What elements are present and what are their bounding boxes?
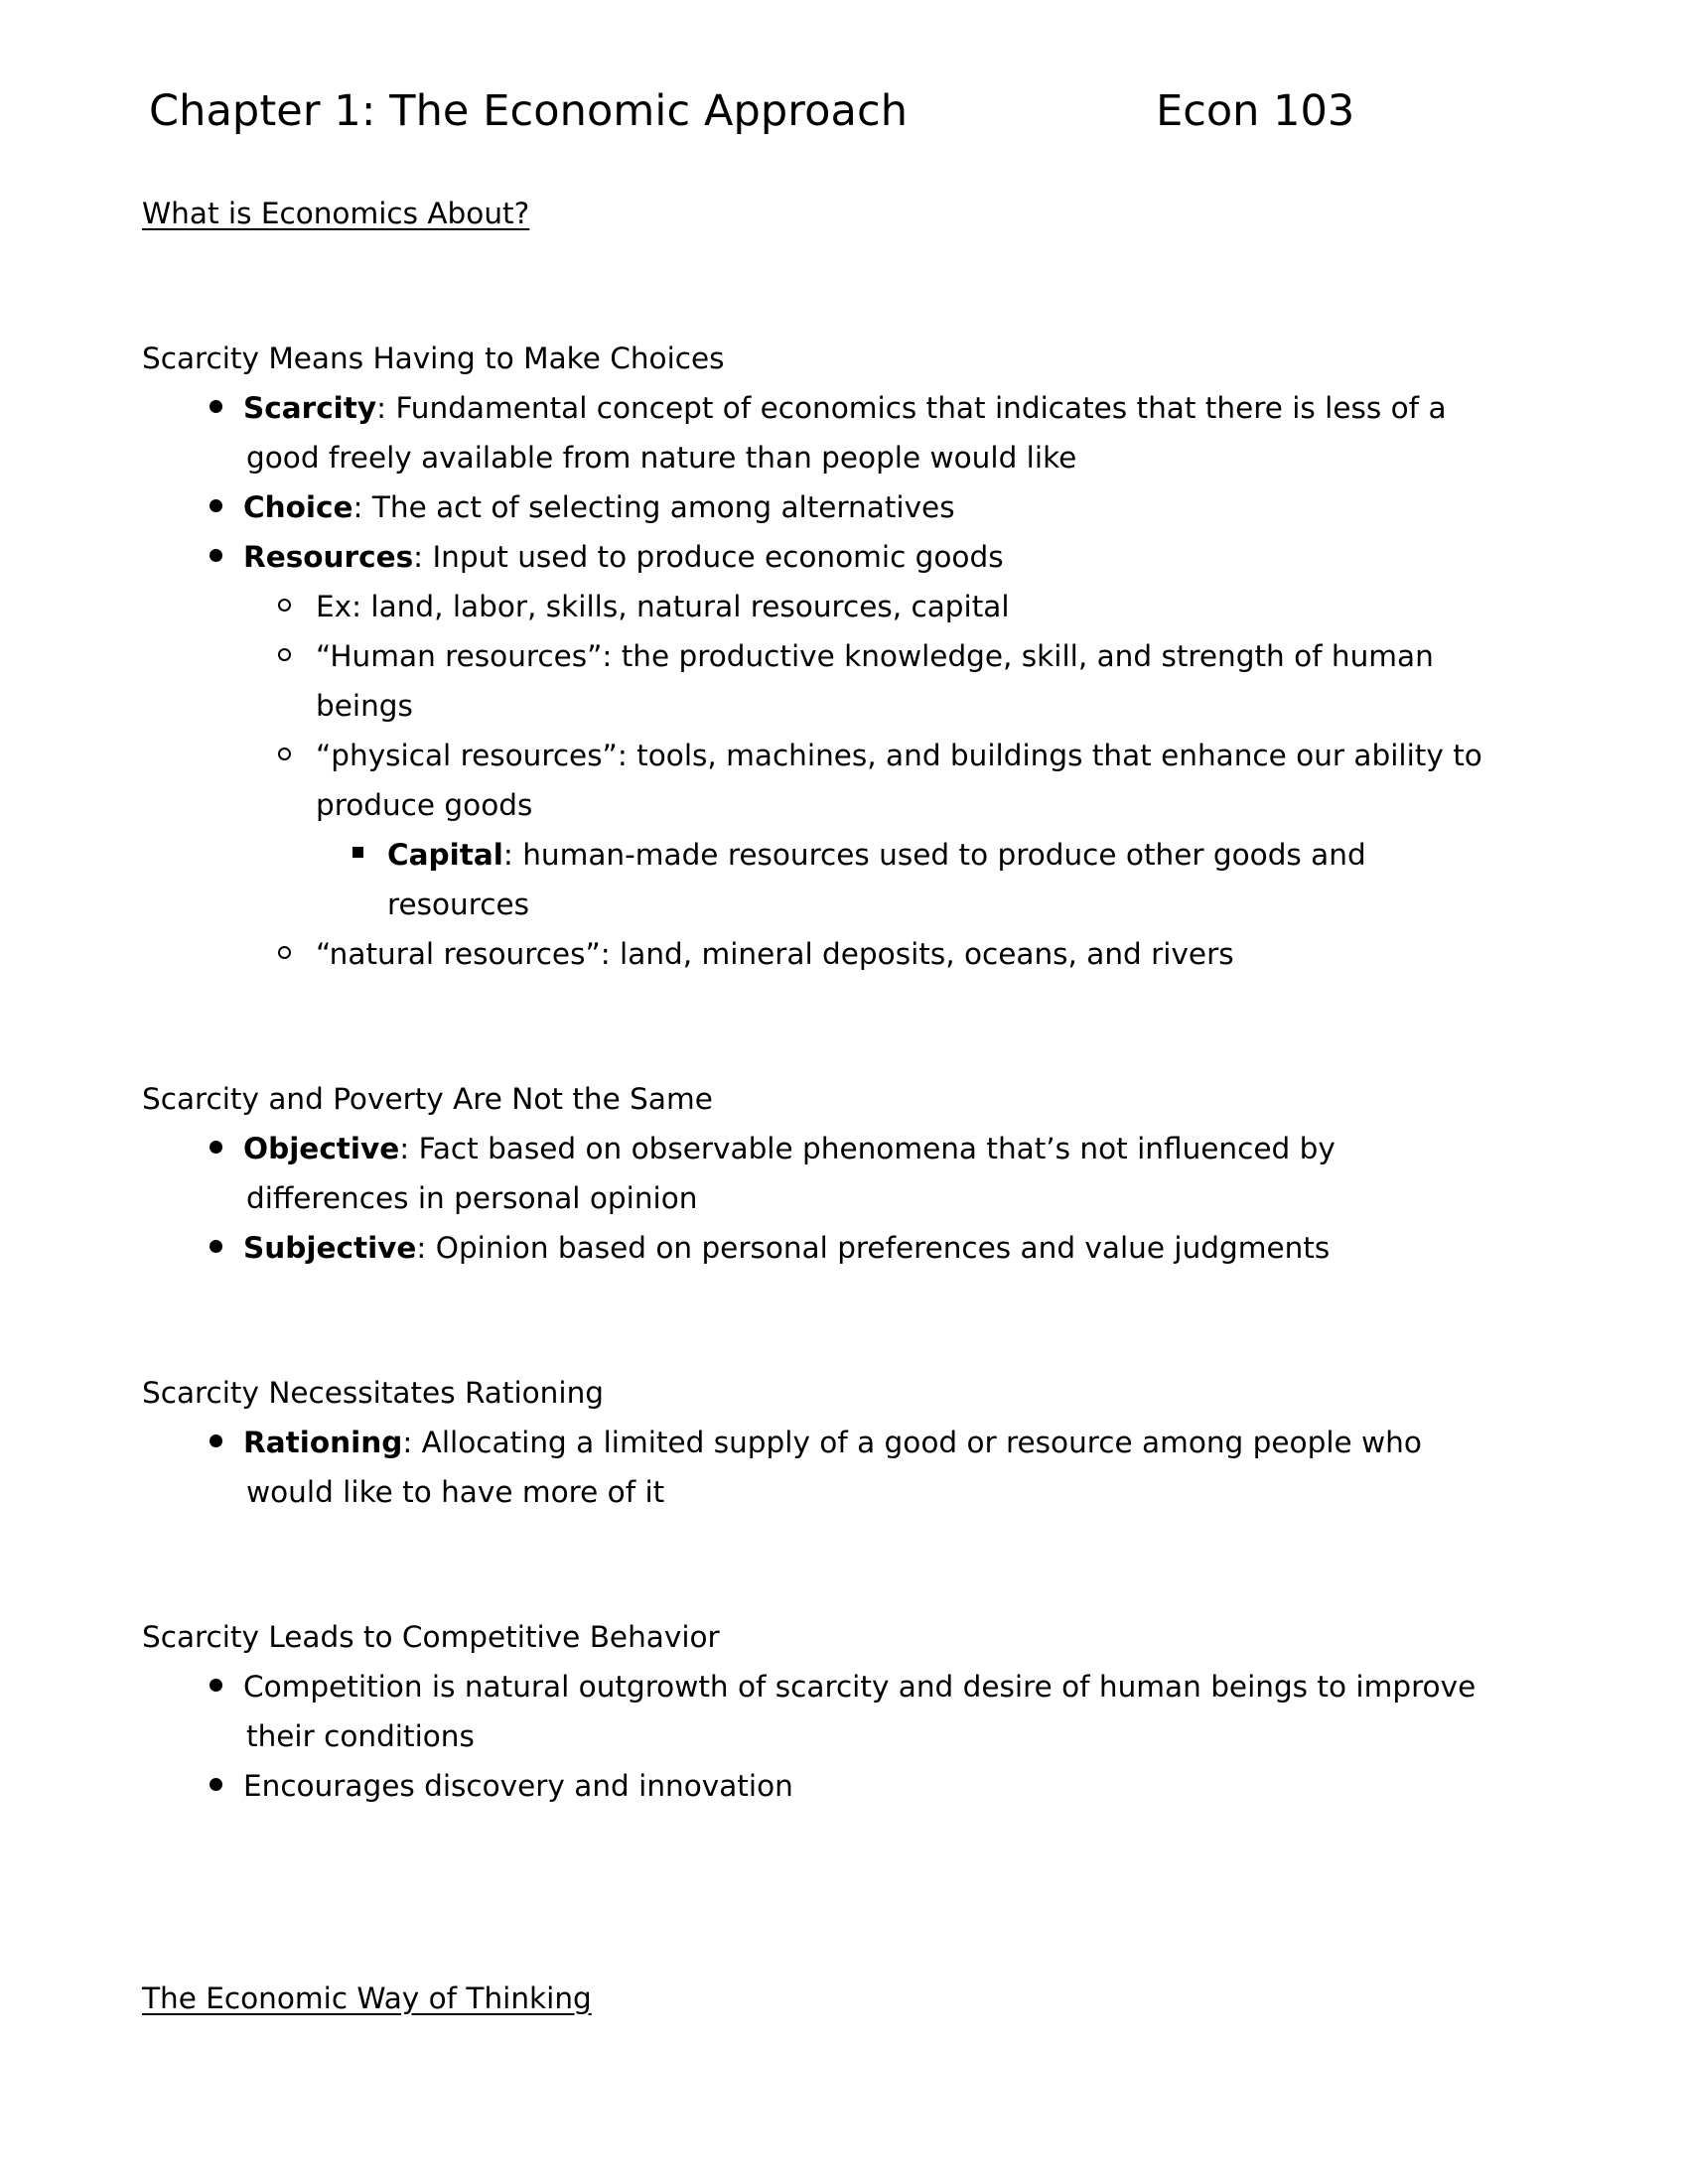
- spacer: [142, 1273, 1492, 1368]
- list-item-text: Ex: land, labor, skills, natural resources, capital: [316, 590, 1010, 623]
- list-item: [142, 582, 1492, 631]
- bullet-circle-icon: [278, 731, 300, 780]
- bullet-list-scarcity-rationing: [142, 1418, 1492, 1517]
- list-item-text: [243, 482, 1492, 532]
- list-item-text: [243, 1124, 1492, 1223]
- spacer: [142, 1930, 1492, 1974]
- list-item-text: Competition is natural outgrowth of scarcity and desire of human beings to improve their conditions: [243, 1670, 1477, 1753]
- page-title: Chapter 1: The Economic Approach: [149, 86, 909, 136]
- list-item-text: Encourages discovery and innovation: [243, 1769, 793, 1803]
- list-item: [142, 1662, 1492, 1761]
- list-item: [142, 830, 1492, 929]
- bullet-disc-icon: [210, 1124, 229, 1173]
- bullet-list-scarcity-poverty: [142, 1124, 1492, 1273]
- list-item-text: “physical resources”: tools, machines, and buildings that enhance our ability to produce goods: [316, 739, 1482, 822]
- document-header: [149, 87, 1539, 136]
- course-code: Econ 103: [1156, 86, 1355, 136]
- list-item-text: [243, 1223, 1492, 1273]
- list-item-text: [243, 532, 1492, 582]
- term-definition: : Opinion based on personal preferences and value judgments: [416, 1231, 1331, 1265]
- spacer: [142, 979, 1492, 1074]
- list-item: [142, 731, 1492, 830]
- bullet-disc-icon: [210, 482, 229, 532]
- bullet-circle-icon: [278, 929, 300, 979]
- bullet-disc-icon: [210, 1418, 229, 1467]
- term-definition: : Fundamental concept of economics that indicates that there is less of a good freely available from nature than people would like: [246, 391, 1447, 475]
- list-item: [142, 1418, 1492, 1517]
- term-label: Scarcity: [243, 391, 377, 425]
- section-heading-competitive-behavior: Scarcity Leads to Competitive Behavior: [142, 1620, 720, 1654]
- term-definition: : human-made resources used to produce other goods and resources: [387, 838, 1366, 921]
- document-body: [142, 189, 1492, 2023]
- spacer: [142, 1517, 1492, 1612]
- list-item-text: “natural resources”: land, mineral deposits, oceans, and rivers: [316, 937, 1234, 971]
- bullet-disc-icon: [210, 1662, 229, 1711]
- term-definition: : Allocating a limited supply of a good or resource among people who would like to have more of it: [246, 1426, 1422, 1509]
- heading-what-is-economics: What is Economics About?: [142, 197, 530, 230]
- term-definition: : Input used to produce economic goods: [413, 540, 1004, 574]
- bullet-disc-icon: [210, 532, 229, 582]
- term-label: Rationing: [243, 1426, 403, 1459]
- bullet-disc-icon: [210, 1761, 229, 1811]
- list-item-text: [387, 838, 1366, 921]
- section-heading-scarcity-poverty: Scarcity and Poverty Are Not the Same: [142, 1082, 713, 1116]
- bullet-list-competitive-behavior: [142, 1662, 1492, 1811]
- bullet-disc-icon: [210, 1223, 229, 1273]
- bullet-circle-icon: [278, 582, 300, 631]
- bullet-circle-icon: [278, 631, 300, 681]
- list-item: [142, 929, 1492, 979]
- sub-bullet-list-resources: [142, 582, 1492, 830]
- list-item-text: “Human resources”: the productive knowledge, skill, and strength of human beings: [316, 639, 1434, 723]
- section-heading-scarcity-rationing: Scarcity Necessitates Rationing: [142, 1376, 604, 1410]
- bullet-square-icon: [352, 830, 372, 880]
- bullet-list-scarcity-choices: [142, 383, 1492, 582]
- section-heading-scarcity-choices: Scarcity Means Having to Make Choices: [142, 341, 725, 375]
- term-label: Choice: [243, 490, 353, 524]
- term-definition: : Fact based on observable phenomena that’s not influenced by differences in personal opinion: [246, 1132, 1336, 1215]
- list-item: [142, 1124, 1492, 1223]
- sub-sub-bullet-list-capital: [142, 830, 1492, 929]
- term-definition: : The act of selecting among alternatives: [352, 490, 955, 524]
- spacer: [142, 238, 1492, 334]
- list-item: [142, 1223, 1492, 1273]
- term-label: Objective: [243, 1132, 400, 1165]
- term-label: Resources: [243, 540, 414, 574]
- list-item: [142, 631, 1492, 731]
- sub-bullet-list-natural-resources: [142, 929, 1492, 979]
- list-item: [142, 532, 1492, 582]
- bullet-disc-icon: [210, 383, 229, 433]
- list-item: [142, 383, 1492, 482]
- term-label: Capital: [387, 838, 503, 872]
- list-item: [142, 1761, 1492, 1811]
- term-label: Subjective: [243, 1231, 417, 1265]
- list-item-text: [243, 1418, 1492, 1517]
- list-item: [142, 482, 1492, 532]
- list-item-text: [243, 383, 1492, 482]
- spacer: [142, 1811, 1492, 1930]
- heading-economic-way-of-thinking: The Economic Way of Thinking: [142, 1981, 592, 2015]
